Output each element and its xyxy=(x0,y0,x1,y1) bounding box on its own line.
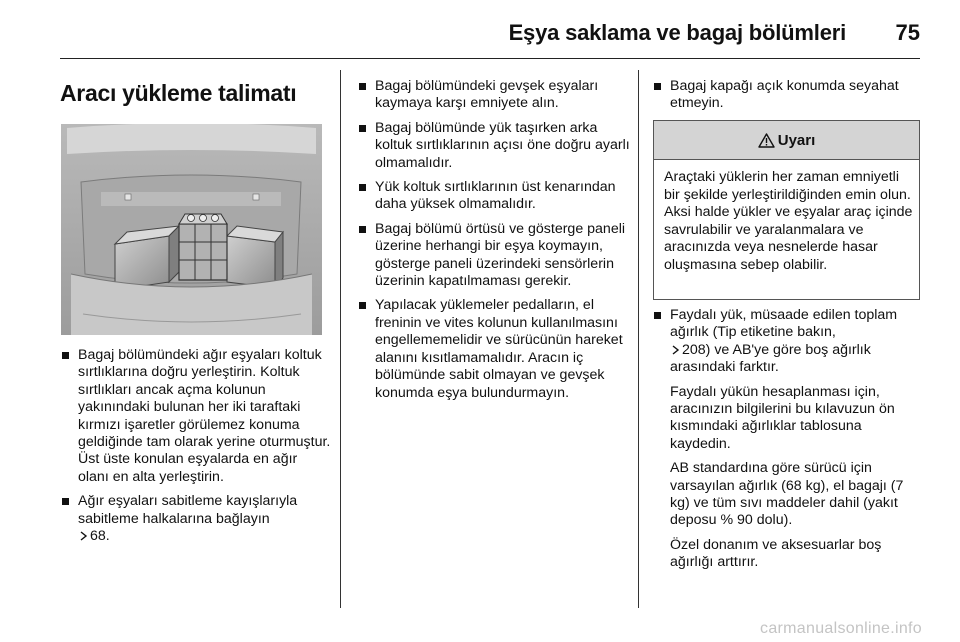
list-item xyxy=(61,493,331,545)
warning-header xyxy=(654,121,919,160)
page-title: Eşya saklama ve bagaj bölümleri xyxy=(508,20,846,45)
page-reference-arrow-icon xyxy=(670,345,680,355)
paragraph-text: Faydalı yük, müsaade edilen toplam ağırlık (Tip etiketine bakın, xyxy=(670,307,898,341)
paragraph xyxy=(670,307,921,377)
column-3-bottom xyxy=(653,307,921,579)
warning-triangle-icon xyxy=(758,133,775,148)
warning-title: Uyarı xyxy=(777,131,816,149)
list-item: Bagaj bölümü örtüsü ve gösterge paneli üzerine herhangi bir eşya koymayın, gösterge paneli üzerindeki sensörlerin üzerinin kapatılmaması gerekir. xyxy=(358,221,630,291)
section-title: Aracı yükleme talimatı xyxy=(60,80,297,106)
list-item: Yapılacak yüklemeler pedalların, el freninin ve vites kolunun kullanılmasını engellememelidir ve sürücünün hareket alanını kısıtlamamalıdır. Aracın iç bölümünde sabit olmayan ve gevşek konumda eşya bulundurmayın. xyxy=(358,297,630,401)
column-1 xyxy=(61,347,331,552)
column-divider-1 xyxy=(340,70,341,608)
column-3-top xyxy=(653,78,915,120)
paragraph-text: 208) ve AB'ye göre boş ağırlık arasındaki farktır. xyxy=(670,341,871,376)
list-item xyxy=(653,307,921,572)
warning-text: Araçtaki yüklerin her zaman emniyetli bir şekilde yerleştirildiğinden emin olun. Aksi halde yükler ve eşyalar araç içinde savrulabilir ve yaralanmalara ve aracınızda veya nesnelerde hasar oluşmasına sebep olabilir. xyxy=(664,169,913,273)
paragraph: Faydalı yükün hesaplanması için, aracınızın bilgilerini bu kılavuzun ön kısmındaki ağırlıklar tablosuna kaydedin. xyxy=(670,383,895,452)
list-item: Bagaj bölümündeki ağır eşyaları koltuk sırtlıklarına doğru yerleştirin. Koltuk sırtlıkları ancak açma kolunun yakınındaki bulunan her iki taraftaki kırmızı işaretler görülemez konuma geldiğinde tam olarak yerine oturmuştur. Üst üste konulan eşyalarda en ağır olanı en alta yerleştirin. xyxy=(61,347,331,486)
column-2 xyxy=(358,78,630,409)
warning-box xyxy=(653,120,920,300)
list-item: Bagaj kapağı açık konumda seyahat etmeyin. xyxy=(653,78,915,113)
car-trunk-loading-illustration xyxy=(61,124,322,335)
page-reference-arrow-icon xyxy=(78,531,88,541)
list-item: Yük koltuk sırtlıklarının üst kenarından daha yüksek olmamalıdır. xyxy=(358,179,630,214)
list-item-text: Ağır eşyaları sabitleme kayışlarıyla sabitleme halkalarına bağlayın xyxy=(78,493,298,527)
list-item: Bagaj bölümündeki gevşek eşyaları kaymaya karşı emniyete alın. xyxy=(358,78,630,113)
column-divider-2 xyxy=(638,70,639,608)
paragraph: AB standardına göre sürücü için varsayılan ağırlık (68 kg), el bagajı (7 kg) ve tüm sıvı maddeler dahil (yakıt deposu % 90 dolu). xyxy=(670,460,904,529)
list-item: Bagaj bölümünde yük taşırken arka koltuk sırtlıklarının açısı öne doğru ayarlı olmamalıdır. xyxy=(358,120,630,172)
paragraph: Özel donanım ve aksesuarlar boş ağırlığı arttırır. xyxy=(670,536,882,571)
page-header xyxy=(60,14,920,59)
page-number: 75 xyxy=(895,20,920,45)
page-reference: 68. xyxy=(90,528,110,545)
watermark: carmanualsonline.info xyxy=(760,620,922,637)
